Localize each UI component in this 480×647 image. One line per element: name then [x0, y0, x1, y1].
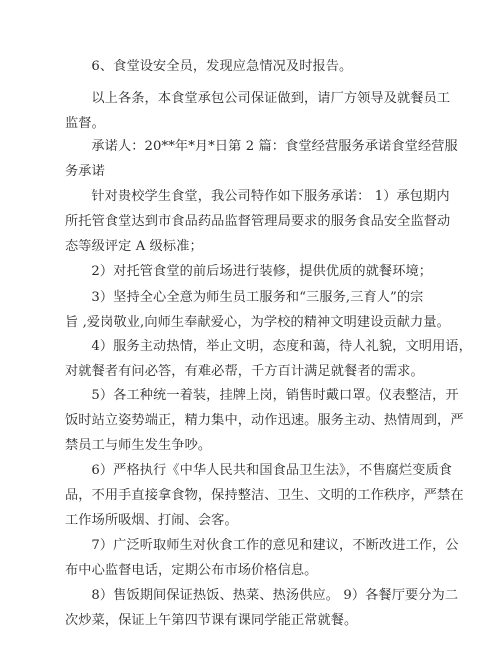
text-line: 所托管食堂达到市食品药品监督管理局要求的服务食品安全监督动: [65, 214, 451, 229]
paragraph-11: [65, 583, 459, 633]
paragraph-7: [65, 334, 472, 384]
text-line: 布中心监督电话，定期公布市场价格信息。: [65, 563, 318, 578]
text-line: 5）各工种统一着装，挂牌上岗，销售时戴口罩。仪表整洁，开: [91, 388, 459, 403]
text-line: 3）坚持全心全意为师生员工服务和“三服务,三育人”的宗: [91, 290, 424, 305]
text-line: 态等级评定 A 级标准；: [65, 239, 203, 254]
paragraph-8: [65, 383, 464, 458]
text-line: 以上各条，本食堂承包公司保证做到，请厂方领导及就餐员工: [91, 91, 451, 106]
paragraph-1: [65, 54, 420, 79]
text-line: 8）售饭期间保证热饭、热菜、热汤供应。 9）各餐厅要分为二: [91, 588, 459, 603]
paragraph-3: [65, 134, 458, 184]
text-line: 务承诺: [65, 164, 105, 179]
text-line: 品，不用手直接拿食物，保持整洁、卫生、文明的工作秩序，严禁在: [65, 488, 464, 503]
text-line: 针对贵校学生食堂，我公司特作如下服务承诺： 1）承包期内: [91, 189, 450, 204]
text-line: 对就餐者有问必答，有难必帮，千方百计满足就餐者的需求。: [65, 364, 424, 379]
text-line: 6）严格执行《中华人民共和国食品卫生法》，不售腐烂变质食: [91, 463, 453, 478]
text-line: 次炒菜，保证上午第四节课有课同学能正常就餐。: [65, 613, 358, 628]
text-line: 6、食堂设安全员，发现应急情况及时报告。: [91, 59, 353, 74]
text-line: 禁员工与师生发生争吵。: [65, 438, 212, 453]
text-line: 承诺人：20**年*月*日第 2 篇：食堂经营服务承诺食堂经营服: [91, 139, 458, 154]
text-line: 监督。: [65, 116, 105, 131]
text-line: 工作场所吸烟、打闹、会客。: [65, 513, 238, 528]
text-line: 旨 ,爱岗敬业,向师生奉献爱心，为学校的精神文明建设贡献力量。: [65, 315, 450, 330]
paragraph-2: [65, 86, 451, 136]
paragraph-4: [65, 184, 451, 259]
text-line: 2）对托管食堂的前后场进行装修，提供优质的就餐环境；: [91, 264, 433, 279]
text-line: 饭时站立姿势端正，精力集中，动作迅速。服务主动、热情周到，严: [65, 413, 464, 428]
text-line: 4）服务主动热情，举止文明，态度和蔼，待人礼貌，文明用语，: [91, 339, 472, 354]
paragraph-6: [65, 285, 450, 335]
paragraph-10: [65, 533, 459, 583]
paragraph-9: [65, 458, 464, 533]
paragraph-5: [65, 259, 433, 284]
text-line: 7）广泛听取师生对伙食工作的意见和建议，不断改进工作，公: [91, 538, 459, 553]
